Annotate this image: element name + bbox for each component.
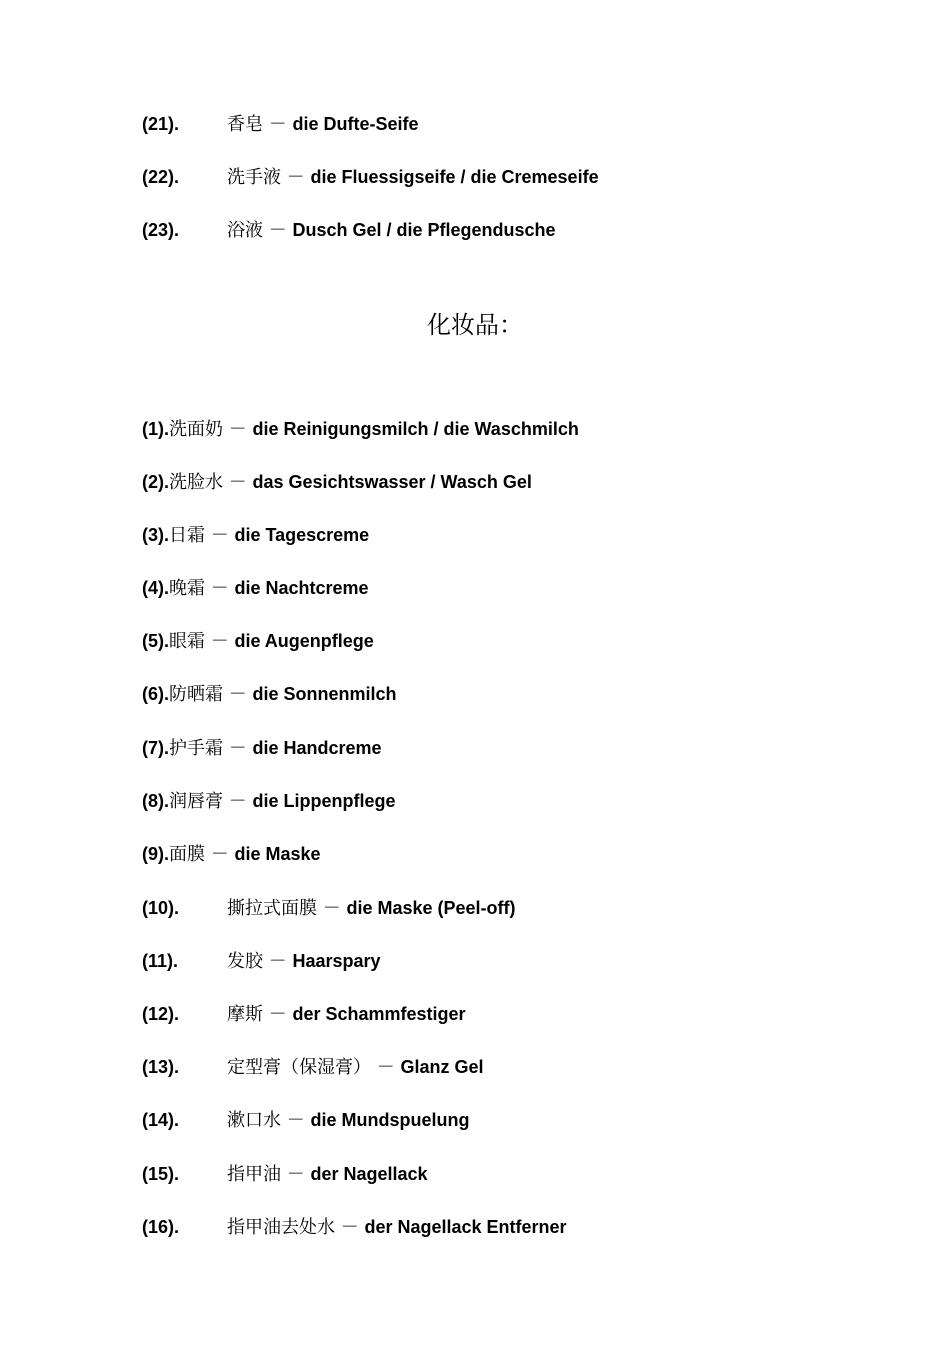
chinese-term: 防晒霜 bbox=[169, 684, 223, 705]
list-item bbox=[142, 682, 396, 706]
separator: － bbox=[335, 1217, 365, 1238]
separator: － bbox=[281, 1110, 311, 1131]
german-term: Glanz Gel bbox=[400, 1057, 484, 1077]
separator: － bbox=[371, 1057, 401, 1078]
chinese-term: 发胶 bbox=[227, 951, 263, 972]
chinese-term: 日霜 bbox=[169, 525, 205, 546]
german-term: die Nachtcreme bbox=[234, 578, 369, 598]
list-item bbox=[142, 417, 579, 441]
separator: － bbox=[223, 791, 253, 812]
item-number: (16). bbox=[142, 1217, 180, 1237]
chinese-term: 面膜 bbox=[169, 844, 205, 865]
list-item bbox=[142, 1108, 469, 1132]
separator: － bbox=[223, 419, 253, 440]
item-number: (9). bbox=[142, 844, 169, 864]
german-term: Dusch Gel / die Pflegendusche bbox=[292, 220, 556, 240]
separator: － bbox=[205, 578, 235, 599]
list-item bbox=[142, 1002, 466, 1026]
german-term: die Maske (Peel-off) bbox=[346, 898, 516, 918]
list-item bbox=[142, 1162, 428, 1186]
list-item bbox=[142, 1055, 483, 1079]
item-number: (5). bbox=[142, 631, 169, 651]
item-number: (3). bbox=[142, 525, 169, 545]
list-item bbox=[142, 1215, 567, 1239]
chinese-term: 洗手液 bbox=[227, 167, 281, 188]
german-term: die Handcreme bbox=[252, 738, 382, 758]
list-item bbox=[142, 789, 395, 813]
separator: － bbox=[263, 114, 293, 135]
chinese-term: 指甲油去处水 bbox=[227, 1217, 335, 1238]
german-term: die Lippenpflege bbox=[252, 791, 396, 811]
list-item bbox=[142, 736, 382, 760]
chinese-term: 护手霜 bbox=[169, 738, 223, 759]
chinese-term: 润唇膏 bbox=[169, 791, 223, 812]
list-item bbox=[142, 523, 369, 547]
separator: － bbox=[223, 684, 253, 705]
chinese-term: 洗面奶 bbox=[169, 419, 223, 440]
german-term: der Nagellack bbox=[310, 1164, 428, 1184]
list-item bbox=[142, 576, 369, 600]
german-term: die Dufte-Seife bbox=[292, 114, 419, 134]
section-heading: 化妆品： bbox=[427, 311, 523, 339]
item-number: (4). bbox=[142, 578, 169, 598]
german-term: der Schammfestiger bbox=[292, 1004, 466, 1024]
item-number: (13). bbox=[142, 1057, 180, 1077]
german-term: der Nagellack Entferner bbox=[364, 1217, 567, 1237]
chinese-term: 香皂 bbox=[227, 114, 263, 135]
list-item bbox=[142, 949, 381, 973]
item-number: (21). bbox=[142, 114, 180, 134]
item-number: (10). bbox=[142, 898, 180, 918]
item-number: (14). bbox=[142, 1110, 180, 1130]
separator: － bbox=[263, 951, 293, 972]
item-number: (1). bbox=[142, 419, 169, 439]
separator: － bbox=[281, 1164, 311, 1185]
item-number: (22). bbox=[142, 167, 180, 187]
separator: － bbox=[205, 844, 235, 865]
chinese-term: 洗脸水 bbox=[169, 472, 223, 493]
chinese-term: 眼霜 bbox=[169, 631, 205, 652]
list-item bbox=[142, 896, 516, 920]
separator: － bbox=[223, 472, 253, 493]
chinese-term: 撕拉式面膜 bbox=[227, 898, 317, 919]
list-item bbox=[142, 470, 532, 494]
list-item bbox=[142, 629, 374, 653]
german-term: die Fluessigseife / die Cremeseife bbox=[310, 167, 599, 187]
item-number: (8). bbox=[142, 791, 169, 811]
separator: － bbox=[205, 525, 235, 546]
chinese-term: 浴液 bbox=[227, 220, 263, 241]
item-number: (2). bbox=[142, 472, 169, 492]
chinese-term: 摩斯 bbox=[227, 1004, 263, 1025]
separator: － bbox=[223, 738, 253, 759]
german-term: die Reinigungsmilch / die Waschmilch bbox=[252, 419, 579, 439]
separator: － bbox=[263, 220, 293, 241]
item-number: (12). bbox=[142, 1004, 180, 1024]
item-number: (6). bbox=[142, 684, 169, 704]
list-item bbox=[142, 165, 599, 189]
item-number: (23). bbox=[142, 220, 180, 240]
chinese-term: 漱口水 bbox=[227, 1110, 281, 1131]
chinese-term: 指甲油 bbox=[227, 1164, 281, 1185]
item-number: (7). bbox=[142, 738, 169, 758]
list-item bbox=[142, 112, 418, 136]
german-term: die Augenpflege bbox=[234, 631, 374, 651]
list-item bbox=[142, 218, 556, 242]
german-term: die Mundspuelung bbox=[310, 1110, 470, 1130]
german-term: die Maske bbox=[234, 844, 321, 864]
item-number: (11). bbox=[142, 951, 179, 971]
chinese-term: 晚霜 bbox=[169, 578, 205, 599]
separator: － bbox=[281, 167, 311, 188]
german-term: Haarspary bbox=[292, 951, 381, 971]
chinese-term: 定型膏（保湿膏） bbox=[227, 1057, 371, 1078]
separator: － bbox=[205, 631, 235, 652]
german-term: das Gesichtswasser / Wasch Gel bbox=[252, 472, 532, 492]
list-item bbox=[142, 842, 321, 866]
separator: － bbox=[317, 898, 347, 919]
item-number: (15). bbox=[142, 1164, 180, 1184]
german-term: die Sonnenmilch bbox=[252, 684, 397, 704]
german-term: die Tagescreme bbox=[234, 525, 370, 545]
separator: － bbox=[263, 1004, 293, 1025]
